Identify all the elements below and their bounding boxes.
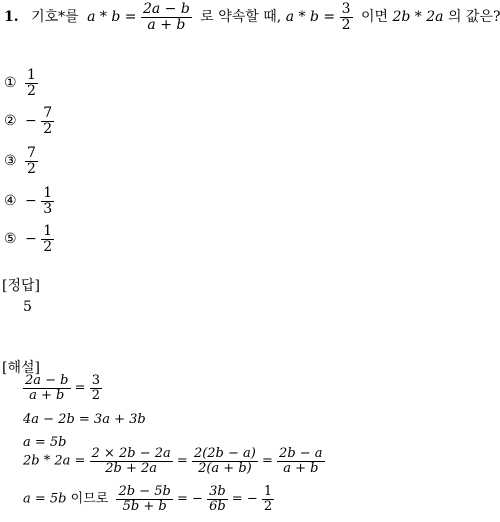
choice-sign: − xyxy=(25,113,37,130)
choice-sign: − xyxy=(25,231,37,248)
choice-marker: ① xyxy=(4,75,17,92)
solution-line-3: a = 5b xyxy=(23,435,67,450)
answer-value: 5 xyxy=(23,299,32,315)
solution-fraction: $\frac{2b - 5b}{5b + b}$ xyxy=(118,484,171,514)
choice-sign: − xyxy=(25,193,37,210)
question-text-4: 의 값은? xyxy=(447,9,500,26)
solution-fraction: $\frac{3}{2}$ xyxy=(91,373,100,403)
given-fraction: $\frac{3}{2}$ xyxy=(341,1,351,33)
definition-fraction: $\frac{2a - b}{a + b}$ xyxy=(142,1,190,33)
choice-fraction: $\frac{1}{3}$ xyxy=(43,185,53,217)
question-line: 1. 기호*를 a * b = $\frac{2a - b}{a + b}$ 로 약속할 때, a * b = $\frac{3}{2}$ 이면 2b * 2a 의 값은? xyxy=(4,1,500,33)
choice-2[interactable] xyxy=(4,106,54,136)
choice-marker: ⑤ xyxy=(4,231,17,248)
solution-fraction: $\frac{2(2b - a)}{2(a + b)}$ xyxy=(193,446,256,476)
answer-label: [정답] xyxy=(2,278,40,294)
choice-fraction: $\frac{1}{2}$ xyxy=(27,67,36,99)
choice-marker: ② xyxy=(4,113,17,130)
question-text-1: 기호*를 xyxy=(31,9,79,26)
solution-fraction: $\frac{2a - b}{a + b}$ xyxy=(25,373,69,403)
solution-line-5: a = 5b 이므로 $\frac{2b - 5b}{5b + b}$ = − $\frac{3b}{6b}$ = − $\frac{1}{2}$ xyxy=(23,484,273,514)
definition-lhs: a * b xyxy=(87,9,121,26)
solution-fraction: $\frac{2b - a}{a + b}$ xyxy=(279,446,323,476)
choice-4[interactable] xyxy=(4,186,54,216)
solution-line-1: $\frac{2a - b}{a + b}$ = $\frac{3}{2}$ xyxy=(25,373,100,403)
choice-marker: ④ xyxy=(4,193,17,210)
question-number: 1. xyxy=(4,9,19,26)
given-lhs: a * b xyxy=(285,9,319,26)
solution-label: [해설] xyxy=(2,360,40,376)
question-text-3: 이면 xyxy=(360,9,389,26)
solution-fraction: $\frac{2 \times 2b - 2a}{2b + 2a}$ xyxy=(91,446,171,476)
choice-fraction: $\frac{1}{2}$ xyxy=(43,223,53,255)
choice-marker: ③ xyxy=(4,153,17,170)
question-text-2: 로 약속할 때, xyxy=(200,9,282,26)
choice-fraction: $\frac{7}{2}$ xyxy=(27,145,36,177)
choice-3[interactable] xyxy=(4,146,38,176)
choice-5[interactable] xyxy=(4,224,54,254)
choice-1[interactable] xyxy=(4,68,38,98)
solution-line-4: 2b * 2a = $\frac{2 \times 2b - 2a}{2b + 2a}$ = $\frac{2(2b - a)}{2(a + b)}$ = $\frac{2b - a}{a + b}$ xyxy=(23,446,323,476)
choice-fraction: $\frac{7}{2}$ xyxy=(43,105,53,137)
solution-fraction: $\frac{1}{2}$ xyxy=(263,484,273,514)
solution-fraction: $\frac{3b}{6b}$ xyxy=(209,484,226,514)
solution-line-2: 4a − 2b = 3a + 3b xyxy=(23,412,146,427)
target-expression: 2b * 2a xyxy=(392,9,444,26)
